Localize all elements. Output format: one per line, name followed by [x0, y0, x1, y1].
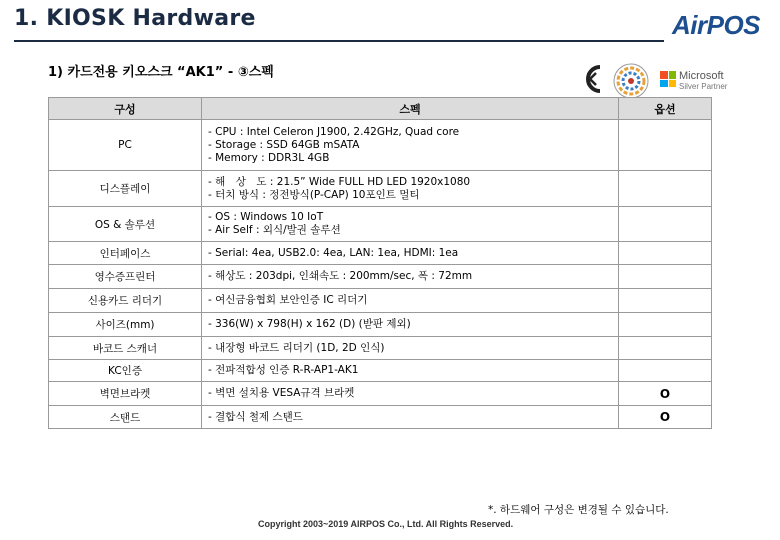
table-row [49, 406, 712, 429]
certification-seal-icon [612, 62, 650, 100]
spec-line: - Air Self : 외식/발권 솔루션 [208, 224, 341, 236]
spec-cell [202, 289, 619, 313]
spec-cell [202, 207, 619, 242]
section-subtitle: 1) 카드전용 키오스크 “AK1” - ③스펙 [48, 65, 274, 80]
spec-line: - 해상도 : 203dpi, 인쇄속도 : 200mm/sec, 폭 : 72mm [208, 270, 473, 282]
component-cell: 스탠드 [49, 406, 202, 429]
spec-line: - 해 상 도 : 21.5” Wide FULL HD LED 1920x1080 [208, 175, 471, 188]
spec-line: - Serial: 4ea, USB2.0: 4ea, LAN: 1ea, HDMI: 1ea [208, 246, 459, 259]
header-spec: 스펙 [202, 98, 619, 120]
ms-square [660, 80, 668, 88]
spec-line: - OS : Windows 10 IoT [208, 211, 324, 223]
table-row [49, 265, 712, 289]
option-cell [619, 120, 712, 171]
option-cell [619, 265, 712, 289]
option-cell [619, 207, 712, 242]
component-cell: 신용카드 리더기 [49, 289, 202, 313]
table-row [49, 382, 712, 406]
ms-square [669, 71, 677, 79]
component-cell: PC [49, 120, 202, 171]
spec-line: - Storage : SSD 64GB mSATA [208, 138, 360, 151]
header-option: 옵션 [619, 98, 712, 120]
page-title: 1. KIOSK Hardware [14, 6, 256, 31]
microsoft-silver-partner-logo [660, 68, 732, 94]
header-component: 구성 [49, 98, 202, 120]
table-row [49, 337, 712, 360]
component-cell: 인터페이스 [49, 242, 202, 265]
component-cell: 사이즈(mm) [49, 313, 202, 337]
copyright-text: Copyright 2003~2019 AIRPOS Co., Ltd. All Rights Reserved. [258, 519, 514, 529]
option-cell [619, 313, 712, 337]
option-cell: O [619, 382, 712, 406]
spec-cell [202, 171, 619, 207]
spec-cell [202, 406, 619, 429]
spec-cell [202, 382, 619, 406]
silver-partner-label: Silver Partner [679, 82, 728, 91]
component-cell: 영수증프린터 [49, 265, 202, 289]
spec-line: - 전파적합성 인증 R-R-AP1-AK1 [208, 364, 359, 376]
microsoft-label: Microsoft [679, 70, 724, 82]
table-row [49, 289, 712, 313]
table-header-row [49, 98, 712, 120]
spec-cell [202, 313, 619, 337]
spec-line: - 여신금융협회 보안인증 IC 리더기 [208, 294, 368, 306]
option-cell [619, 171, 712, 207]
spec-line: - CPU : Intel Celeron J1900, 2.42GHz, Quad core [208, 125, 460, 138]
component-cell: 벽면브라켓 [49, 382, 202, 406]
change-notice: *. 하드웨어 구성은 변경될 수 있습니다. [488, 504, 669, 516]
spec-cell [202, 242, 619, 265]
spec-cell [202, 265, 619, 289]
option-cell: O [619, 406, 712, 429]
component-cell: OS & 솔루션 [49, 207, 202, 242]
spec-line: - 결합식 철제 스탠드 [208, 410, 303, 423]
spec-line: - 터치 방식 : 정전방식(P-CAP) 10포인트 멀티 [208, 188, 420, 201]
title-divider [14, 40, 664, 42]
option-cell [619, 289, 712, 313]
spec-line: - 336(W) x 798(H) x 162 (D) (받판 제외) [208, 318, 411, 330]
microsoft-icon [660, 71, 676, 87]
table-row [49, 171, 712, 207]
spec-table [48, 97, 712, 429]
spec-cell [202, 337, 619, 360]
component-cell: 디스플레이 [49, 171, 202, 207]
component-cell: 바코드 스캐너 [49, 337, 202, 360]
spec-line: - Memory : DDR3L 4GB [208, 151, 330, 164]
table-row [49, 313, 712, 337]
spec-cell [202, 120, 619, 171]
kc-certification-icon [580, 64, 602, 94]
table-row [49, 207, 712, 242]
table-row [49, 360, 712, 382]
table-row [49, 120, 712, 171]
option-cell [619, 337, 712, 360]
spec-line: - 벽면 설치용 VESA규격 브라켓 [208, 387, 355, 399]
spec-line: - 내장형 바코드 리더기 (1D, 2D 인식) [208, 341, 385, 354]
option-cell [619, 360, 712, 382]
ms-square [669, 80, 677, 88]
airpos-logo: AirPOS [672, 10, 761, 40]
spec-cell [202, 360, 619, 382]
table-row [49, 242, 712, 265]
option-cell [619, 242, 712, 265]
component-cell: KC인증 [49, 360, 202, 382]
ms-square [660, 71, 668, 79]
